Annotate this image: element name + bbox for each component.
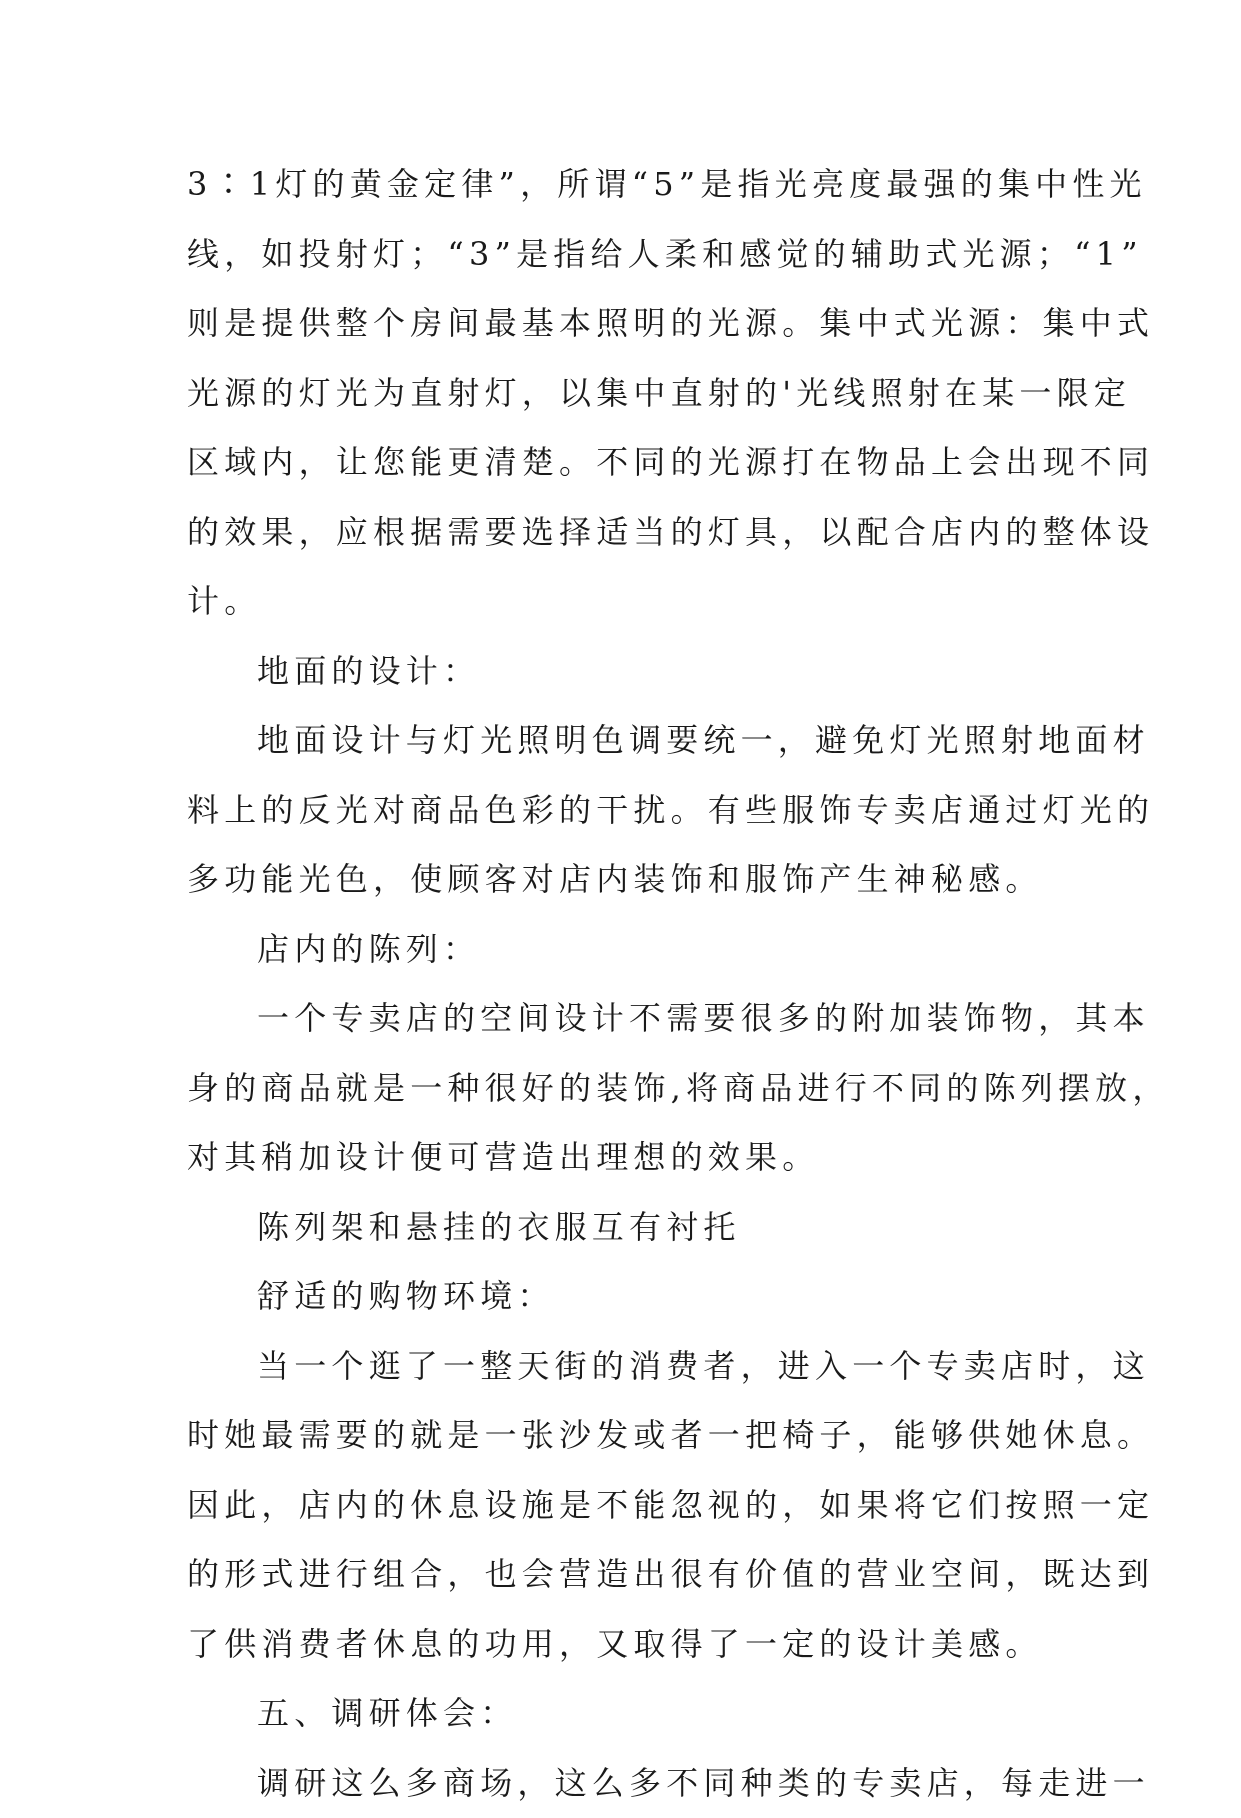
document-body xyxy=(187,150,1087,1818)
text-line: 光源的灯光为直射灯，以集中直射的'光线照射在某一限定 xyxy=(187,359,1087,429)
text-line: 当一个逛了一整天街的消费者，进入一个专卖店时，这 xyxy=(187,1332,1087,1402)
text-line: 线，如投射灯；“3”是指给人柔和感觉的辅助式光源；“1” xyxy=(187,220,1087,290)
text-line: 则是提供整个房间最基本照明的光源。集中式光源：集中式 xyxy=(187,289,1087,359)
text-line: 料上的反光对商品色彩的干扰。有些服饰专卖店通过灯光的 xyxy=(187,776,1087,846)
text-line: 地面设计与灯光照明色调要统一，避免灯光照射地面材 xyxy=(187,706,1087,776)
text-line: 3∶1灯的黄金定律”，所谓“5”是指光亮度最强的集中性光 xyxy=(187,150,1087,220)
text-line: 五、调研体会： xyxy=(187,1679,1087,1749)
text-line: 调研这么多商场，这么多不同种类的专卖店，每走进一 xyxy=(187,1749,1087,1818)
text-line: 的效果，应根据需要选择适当的灯具，以配合店内的整体设 xyxy=(187,498,1087,568)
text-line: 一个专卖店的空间设计不需要很多的附加装饰物，其本 xyxy=(187,984,1087,1054)
text-line: 了供消费者休息的功用，又取得了一定的设计美感。 xyxy=(187,1610,1087,1680)
text-line: 舒适的购物环境： xyxy=(187,1262,1087,1332)
text-line: 店内的陈列： xyxy=(187,915,1087,985)
text-line: 多功能光色，使顾客对店内装饰和服饰产生神秘感。 xyxy=(187,845,1087,915)
text-line: 计。 xyxy=(187,567,1087,637)
text-line: 因此，店内的休息设施是不能忽视的，如果将它们按照一定 xyxy=(187,1471,1087,1541)
text-line: 身的商品就是一种很好的装饰,将商品进行不同的陈列摆放， xyxy=(187,1054,1087,1124)
text-line: 时她最需要的就是一张沙发或者一把椅子，能够供她休息。 xyxy=(187,1401,1087,1471)
text-line: 的形式进行组合，也会营造出很有价值的营业空间，既达到 xyxy=(187,1540,1087,1610)
text-line: 对其稍加设计便可营造出理想的效果。 xyxy=(187,1123,1087,1193)
text-line: 地面的设计： xyxy=(187,637,1087,707)
text-line: 区域内，让您能更清楚。不同的光源打在物品上会出现不同 xyxy=(187,428,1087,498)
text-line: 陈列架和悬挂的衣服互有衬托 xyxy=(187,1193,1087,1263)
